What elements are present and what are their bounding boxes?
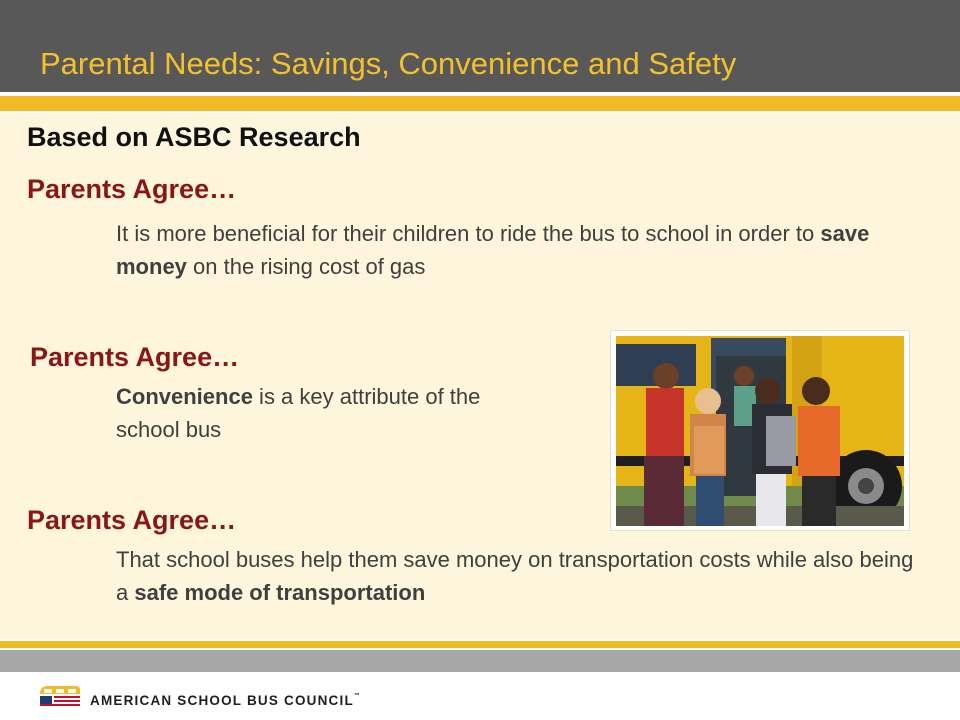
school-bus-children-photo-icon: [616, 336, 904, 526]
school-bus-flag-logo-icon: [38, 684, 82, 713]
safety-emphasis: safe mode of transportation: [134, 580, 426, 605]
brand-name: AMERICAN SCHOOL BUS COUNCIL: [90, 693, 354, 708]
section-text-convenience: [116, 380, 496, 446]
footer-gray-band: [0, 650, 960, 672]
top-accent-stripe: [0, 96, 960, 111]
trademark-symbol: ™: [353, 693, 360, 699]
convenience-emphasis: Convenience: [116, 384, 253, 409]
section-heading-savings: Parents Agree…: [27, 174, 237, 204]
savings-emphasis: save money: [116, 221, 870, 279]
safety-text-before: That school buses help them save money on transportation costs while also being a: [116, 547, 914, 605]
school-bus-photo: [610, 330, 910, 531]
bottom-accent-stripe: [0, 641, 960, 648]
section-heading-safety: Parents Agree…: [27, 505, 237, 535]
section-text-safety: [116, 543, 916, 609]
header-bar: [0, 0, 960, 92]
section-heading-convenience: Parents Agree…: [30, 342, 240, 372]
savings-text-before: It is more beneficial for their children to ride the bus to school in order to: [116, 221, 821, 246]
footer-brand: [90, 693, 360, 708]
section-text-savings: [116, 217, 896, 283]
convenience-text-after: is a key attribute of the school bus: [116, 384, 481, 442]
research-subheading: Based on ASBC Research: [27, 122, 361, 152]
slide-title: Parental Needs: Savings, Convenience and Safety: [40, 46, 737, 81]
savings-text-after: on the rising cost of gas: [186, 254, 426, 279]
